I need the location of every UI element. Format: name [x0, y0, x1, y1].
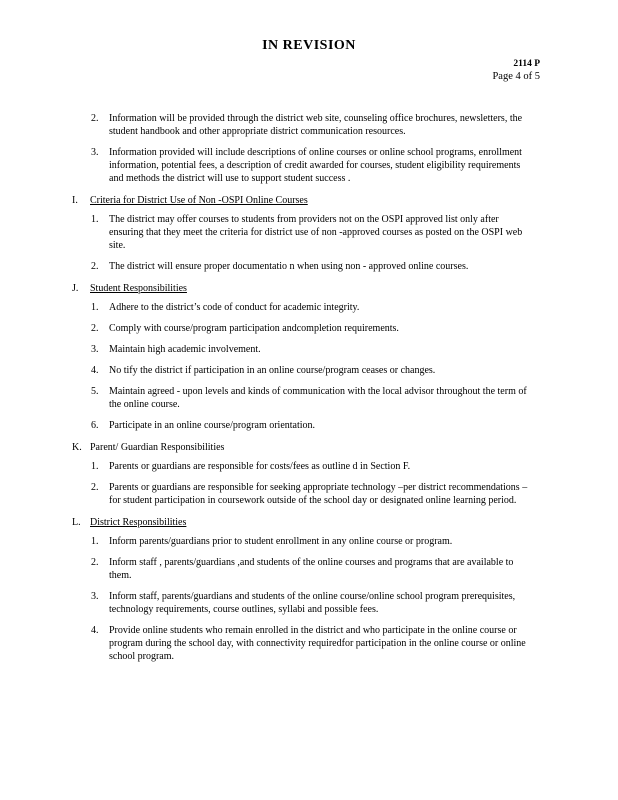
- item-text: The district may offer courses to students from providers not on the OSPI approved list only after ensuring that they meet the criteria for district use of non -approved courses as posted on the OSPI web site.: [109, 214, 523, 251]
- item-number: 6.: [91, 420, 99, 431]
- list-item: [72, 213, 532, 252]
- item-text: Participate in an online course/program orientation.: [109, 420, 316, 431]
- item-number: 1.: [91, 302, 99, 313]
- list-item: [72, 146, 532, 185]
- section-parent-guardian-responsibilities: [72, 441, 532, 507]
- list-item: [72, 301, 532, 314]
- document-status-title: IN REVISION: [262, 38, 356, 53]
- section-district-responsibilities: [72, 516, 532, 663]
- section-letter: K.: [72, 442, 82, 453]
- item-number: 2.: [91, 323, 99, 334]
- item-text: Inform parents/guardians prior to student enrollment in any online course or program.: [109, 536, 453, 547]
- item-text: Information provided will include descriptions of online courses or online school programs, enrollment information, potential fees, a description of credit awarded for courses, student eligibility requirements and methods the district will use to support student success .: [109, 147, 522, 184]
- list-item: [72, 556, 532, 582]
- section-title: Parent/ Guardian Responsibilities: [90, 442, 225, 453]
- list-item: [72, 624, 532, 663]
- item-text: Inform staff , parents/guardians ,and students of the online courses and programs that are available to them.: [109, 557, 514, 581]
- list-item: [72, 535, 532, 548]
- item-number: 2.: [91, 261, 99, 272]
- list-item: [72, 260, 532, 273]
- item-number: 1.: [91, 536, 99, 547]
- section-letter: L.: [72, 517, 81, 528]
- list-item: [72, 322, 532, 335]
- item-number: 4.: [91, 365, 99, 376]
- item-number: 2.: [91, 557, 99, 568]
- item-number: 3.: [91, 147, 99, 158]
- item-text: Inform staff, parents/guardians and students of the online course/online school program prerequisites, technology requirements, course outlines, syllabi and possible fees.: [109, 591, 516, 615]
- item-text: Provide online students who remain enrolled in the district and who participate in the online course or program during the school day, with connectivity requiredfor participation in the online course or online school program.: [109, 625, 526, 662]
- item-text: Information will be provided through the district web site, counseling office brochures, newsletters, the student handbook and other appropriate district communication resources.: [109, 113, 523, 137]
- item-text: The district will ensure proper documentatio n when using non - approved online courses.: [109, 261, 469, 272]
- section-title: District Responsibilities: [90, 517, 187, 528]
- item-text: Parents or guardians are responsible for costs/fees as outline d in Section F.: [109, 461, 411, 472]
- list-item: [72, 460, 532, 473]
- section-heading: [72, 194, 532, 207]
- item-text: Adhere to the district’s code of conduct for academic integrity.: [109, 302, 360, 313]
- section-heading: [72, 282, 532, 295]
- item-text: Parents or guardians are responsible for seeking appropriate technology –per district recommendations –for student participation in coursework outside of the school day or designated online learning period.: [109, 482, 528, 506]
- list-item: [72, 364, 532, 377]
- item-number: 1.: [91, 461, 99, 472]
- item-text: Comply with course/program participation andcompletion requirements.: [109, 323, 399, 334]
- item-number: 3.: [91, 591, 99, 602]
- policy-number: 2114 P: [513, 59, 540, 69]
- item-text: Maintain agreed - upon levels and kinds of communication with the local advisor throughout the term of the online course.: [109, 386, 527, 410]
- section-title: Criteria for District Use of Non -OSPI Online Courses: [90, 195, 308, 206]
- item-number: 4.: [91, 625, 99, 636]
- list-item: [72, 590, 532, 616]
- item-number: 2.: [91, 113, 99, 124]
- item-number: 3.: [91, 344, 99, 355]
- section-student-responsibilities: [72, 282, 532, 432]
- item-number: 2.: [91, 482, 99, 493]
- section-heading: [72, 516, 532, 529]
- list-item: [72, 385, 532, 411]
- item-text: Maintain high academic involvement.: [109, 344, 261, 355]
- list-item: [72, 481, 532, 507]
- section-letter: J.: [72, 283, 79, 294]
- section-criteria: [72, 194, 532, 273]
- section-letter: I.: [72, 195, 78, 206]
- list-item: [72, 419, 532, 432]
- section-heading: [72, 441, 532, 454]
- policy-body: [72, 112, 532, 671]
- list-item: [72, 343, 532, 356]
- item-text: No tify the district if participation in an online course/program ceases or changes.: [109, 365, 436, 376]
- page-number: Page 4 of 5: [492, 71, 540, 82]
- section-title: Student Responsibilities: [90, 283, 187, 294]
- item-number: 5.: [91, 386, 99, 397]
- list-item: [72, 112, 532, 138]
- item-number: 1.: [91, 214, 99, 225]
